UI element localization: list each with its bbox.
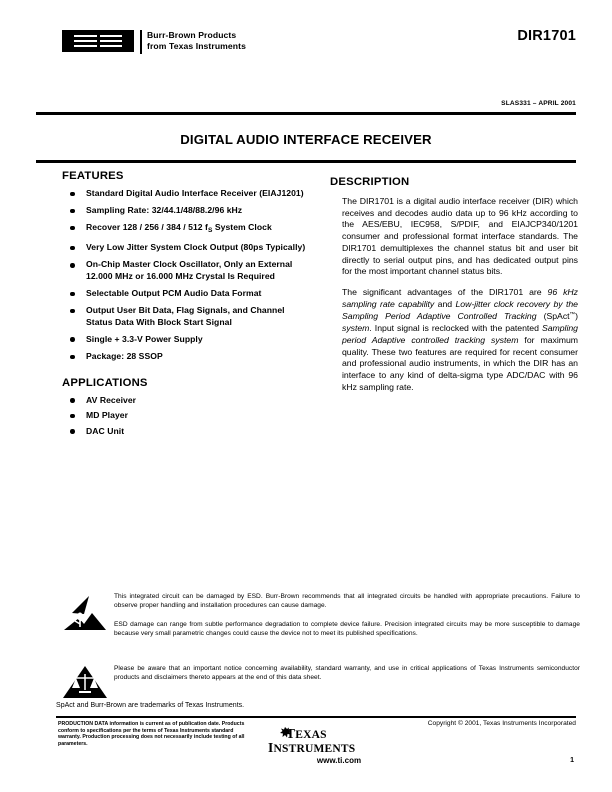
esd-notice-block <box>62 592 580 639</box>
trademark-line: SpAct and Burr-Brown are trademarks of Texas Instruments. <box>56 702 245 709</box>
feature-text: Recover 128 / 256 / 384 / 512 f <box>86 222 208 233</box>
bullet-icon <box>70 355 75 360</box>
logo-wordmark-line1: Burr-Brown Products <box>147 30 237 40</box>
bullet-icon <box>70 246 75 251</box>
bullet-icon <box>70 414 75 419</box>
right-column <box>330 176 578 393</box>
left-column <box>62 170 312 441</box>
important-notice-block <box>62 664 580 704</box>
burr-brown-logo-mark <box>62 30 134 52</box>
logo-divider <box>140 30 142 54</box>
trademark-symbol: ™ <box>569 312 576 319</box>
description-paragraph-2 <box>342 287 578 394</box>
ti-website-url[interactable]: www.ti.com <box>316 756 362 765</box>
feature-text: Standard Digital Audio Interface Receiver (EIAJ1201) <box>86 188 304 198</box>
bullet-icon <box>70 398 75 403</box>
bullet-icon <box>70 209 75 214</box>
bullet-icon <box>70 226 75 231</box>
application-text: AV Receiver <box>86 394 137 405</box>
application-item <box>62 410 312 422</box>
features-list <box>62 188 312 363</box>
page-title: DIGITAL AUDIO INTERFACE RECEIVER <box>180 132 432 147</box>
desc-text: (SpAct <box>536 311 570 322</box>
desc-emphasis: Low-jitter clock recovery by the Sampling Period Adaptive Controlled Tracking <box>342 298 578 322</box>
footer-rule <box>56 716 576 718</box>
application-text: DAC Unit <box>86 425 125 436</box>
page-number: 1 <box>570 757 574 764</box>
desc-text: for maximum quality. These two features are required for recent consumer and professional audio instruments, in which the DIR has an interface to any kind of delta-sigma type ADC/DAC with 96 kHz sampling rate. <box>342 334 578 392</box>
burr-brown-logo <box>62 30 246 54</box>
feature-subscript: S <box>207 227 213 235</box>
applications-heading: APPLICATIONS <box>62 376 148 389</box>
feature-item <box>62 242 312 254</box>
important-notice-paragraph: Please be aware that an important notice concerning availability, standard warranty, and use in critical applications of Texas Instruments semiconductor products and disclaimers thereto appears at the end of this data sheet. <box>114 665 580 682</box>
application-text: MD Player <box>86 410 129 421</box>
feature-item <box>62 288 312 300</box>
desc-emphasis: Sampling period Adaptive controlled tracking system <box>342 323 578 345</box>
bullet-icon <box>70 192 75 197</box>
feature-text: Selectable Output PCM Audio Data Format <box>86 288 262 299</box>
bullet-icon <box>70 263 75 268</box>
description-body <box>330 196 578 393</box>
esd-warning-icon <box>62 592 114 639</box>
esd-paragraph-2: ESD damage can range from subtle performance degradation to complete device failure. Precision integrated circuits may be more susceptible to damage because very small parametric changes could cause the device not to meet its published specifications. <box>114 620 580 638</box>
feature-text: Single + 3.3-V Power Supply <box>86 333 203 344</box>
header-rule-bottom <box>36 160 576 163</box>
feature-item <box>62 188 312 200</box>
feature-item <box>62 305 312 328</box>
feature-item <box>62 259 312 282</box>
feature-text: Sampling Rate: 32/44.1/48/88.2/96 kHz <box>86 205 243 216</box>
feature-item <box>62 334 312 346</box>
production-data-note: PRODUCTION DATA information is current as of publication date. Products conform to specifications per the terms of Texas Instruments standard warranty. Production processing does not necessarily include testing of all parameters. <box>58 721 245 747</box>
header-rule-top <box>36 112 576 115</box>
desc-emphasis: system <box>342 323 370 334</box>
important-notice-icon <box>62 664 114 704</box>
feature-text: On-Chip Master Clock Oscillator, Only an External 12.000 MHz or 16.000 MHz Crystal Is Required <box>86 259 293 281</box>
logo-wordmark-line2: from Texas Instruments <box>147 41 246 52</box>
bullet-icon <box>70 429 75 434</box>
description-heading: DESCRIPTION <box>330 176 410 188</box>
desc-text: The significant advantages of the DIR1701 are <box>342 286 548 297</box>
feature-text: Package: 28 SSOP <box>86 350 163 361</box>
features-heading: FEATURES <box>62 170 124 182</box>
applications-list <box>62 395 312 438</box>
feature-text-cont: System Clock <box>212 222 272 233</box>
bullet-icon <box>70 337 75 342</box>
bullet-icon <box>70 309 75 314</box>
desc-text: . Input signal is reclocked with the patented <box>369 323 542 334</box>
feature-text: Very Low Jitter System Clock Output (80ps Typically) <box>86 242 306 253</box>
desc-text: and <box>434 298 456 309</box>
desc-text: ) <box>575 311 578 322</box>
esd-paragraph-1: This integrated circuit can be damaged by ESD. Burr-Brown recommends that all integrated circuits be handled with appropriate precautions. Failure to observe proper handling and installation procedures can cause damage. <box>114 593 580 610</box>
logo-wordmark <box>147 30 246 53</box>
ti-logo-line2: INSTRUMENTS <box>268 740 356 755</box>
feature-item <box>62 351 312 363</box>
copyright-text: Copyright © 2001, Texas Instruments Incorporated <box>427 720 576 727</box>
desc-emphasis: 96 kHz sampling rate capability <box>342 286 579 309</box>
application-item <box>62 426 312 438</box>
ti-logo-line1: TEXAS <box>286 726 327 741</box>
part-number: DIR1701 <box>517 28 576 44</box>
application-item <box>62 395 312 407</box>
feature-item <box>62 205 312 217</box>
document-code: SLAS331 – APRIL 2001 <box>501 100 576 107</box>
feature-item <box>62 222 312 237</box>
description-paragraph-1: The DIR1701 is a digital audio interface receiver (DIR) which receives and decodes audio data up to 96 kHz according to the AES/EBU, IEC958, S/PDIF, and EIAJCP340/1201 consumer and professional format interface standards. The DIR1701 demultiplexes the channel status bit and user bit directly to serial output pins, and has dedicated output pins for the most important channel status bits. <box>342 196 578 277</box>
feature-text: Output User Bit Data, Flag Signals, and Channel Status Data With Block Start Signal <box>86 305 285 327</box>
bullet-icon <box>70 292 75 297</box>
texas-instruments-logo <box>268 728 388 765</box>
